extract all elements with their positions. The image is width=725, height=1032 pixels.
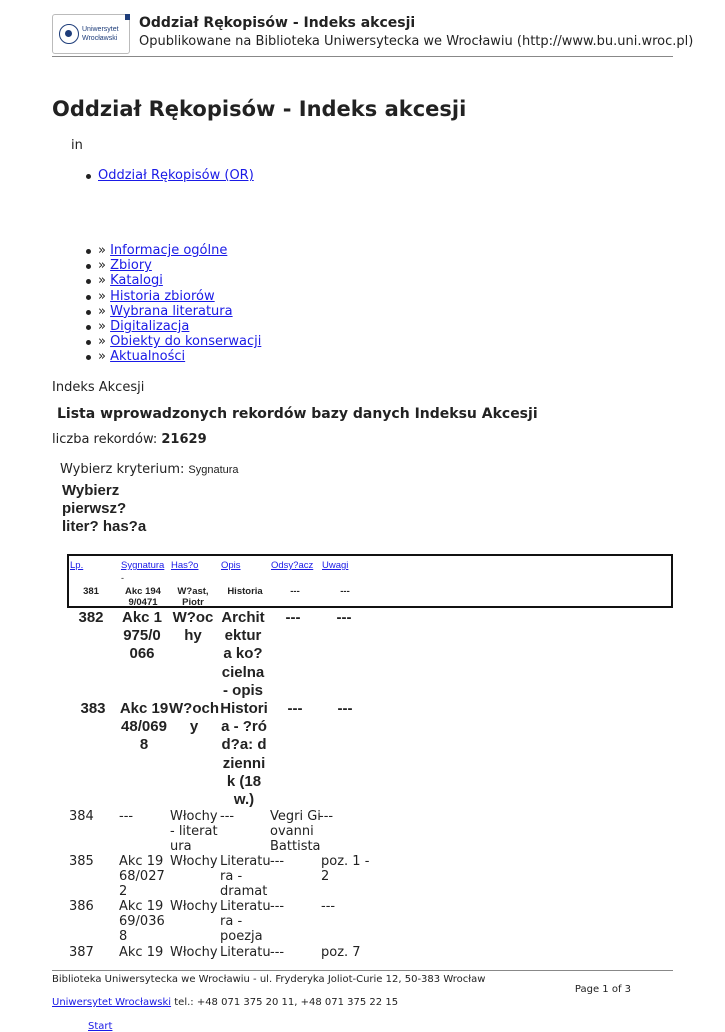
table-cell: poz. 7 <box>321 945 361 960</box>
table-cell: --- <box>337 700 353 717</box>
menu-prefix: » <box>98 243 111 258</box>
menu-item <box>98 258 261 273</box>
menu-item <box>98 334 261 349</box>
menu-prefix: » <box>98 288 111 304</box>
university-seal-icon <box>59 24 79 44</box>
table-cell: Literatu ra - poezja <box>220 899 271 945</box>
table-cell: W?och y <box>169 700 219 736</box>
col-header-haslo[interactable]: Has?o <box>171 560 199 571</box>
page-title: Oddział Rękopisów - Indeks akcesji <box>52 97 467 121</box>
table-cell: poz. 1 - 2 <box>321 854 370 885</box>
table-cell: --- <box>285 609 301 626</box>
criterion-select[interactable]: Sygnatura <box>188 464 239 476</box>
menu-link-informacje[interactable]: Informacje ogólne <box>110 243 228 258</box>
menu-link-aktualnosci[interactable]: Aktualności <box>110 349 186 365</box>
index-label: Indeks Akcesji <box>52 380 145 395</box>
table-cell: 381 <box>83 586 99 597</box>
table-cell: Włochy <box>170 945 218 960</box>
table-cell: Akc 194 9/0471 <box>125 586 161 608</box>
table-cell: --- <box>220 809 235 824</box>
page-header <box>52 14 694 57</box>
table-cell: --- <box>340 586 350 597</box>
menu-prefix: » <box>98 334 111 350</box>
category-item <box>98 168 254 183</box>
page-number: Page 1 of 3 <box>574 984 631 995</box>
table-cell: 385 <box>69 854 94 869</box>
record-count <box>52 432 207 447</box>
table-cell: Akc 19 69/036 8 <box>119 899 165 945</box>
table-cell: Literatu <box>220 945 271 960</box>
university-link[interactable]: Uniwersytet Wrocławski <box>52 997 172 1008</box>
in-label: in <box>71 138 83 153</box>
menu-item <box>98 349 261 364</box>
menu-item <box>98 243 261 258</box>
criterion-row <box>60 462 239 477</box>
table-cell: Włochy - literat ura <box>170 809 218 855</box>
table-cell: Vegri Gi ovanni Battista <box>270 809 321 855</box>
table-cell: 382 <box>78 609 104 626</box>
logo-line2: Wrocławski <box>82 35 118 42</box>
table-cell: --- <box>290 586 300 597</box>
menu-prefix: » <box>98 273 111 289</box>
table-cell: --- <box>270 899 285 914</box>
category-link[interactable]: Oddział Rękopisów (OR) <box>98 168 254 183</box>
table-cell: Historia <box>227 586 263 597</box>
table-cell: W?ast, Piotr <box>177 586 209 608</box>
footer-contact <box>52 997 398 1008</box>
table-cell: Akc 1 975/0 066 <box>121 609 163 663</box>
menu-link-historia[interactable]: Historia zbiorów <box>110 288 215 304</box>
table-cell: --- <box>119 809 134 824</box>
menu-item <box>98 289 261 304</box>
menu-prefix: » <box>98 349 111 365</box>
table-cell: Włochy <box>170 854 218 869</box>
table-cell: --- <box>336 609 352 626</box>
logo-corner-mark <box>125 14 130 20</box>
university-logo <box>52 14 130 54</box>
menu-item <box>98 319 261 334</box>
table-cell: Archit ektur a ko? cielna - opis <box>221 609 265 699</box>
section-menu <box>98 243 261 365</box>
menu-link-zbiory[interactable]: Zbiory <box>110 258 152 274</box>
table-cell: --- <box>287 700 303 717</box>
footer-start-link[interactable]: Start <box>88 1021 113 1032</box>
table-cell: Literatu ra - dramat <box>220 854 271 900</box>
footer-tel: tel.: +48 071 375 20 11, +48 071 375 22 15 <box>171 997 399 1008</box>
col-header-opis[interactable]: Opis <box>221 560 241 571</box>
menu-link-katalogi[interactable]: Katalogi <box>110 273 163 289</box>
category-list <box>98 168 254 183</box>
menu-prefix: » <box>98 319 111 335</box>
menu-link-digitalizacja[interactable]: Digitalizacja <box>110 319 190 335</box>
col-header-uwagi[interactable]: Uwagi <box>322 560 349 571</box>
table-cell: 387 <box>69 945 94 960</box>
header-subtitle: Opublikowane na Biblioteka Uniwersytecka we Wrocławiu (http://www.bu.uni.wroc.pl) <box>139 34 694 49</box>
menu-item <box>98 273 261 288</box>
table-cell: 386 <box>69 899 94 914</box>
menu-prefix: » <box>98 258 111 274</box>
criterion-label: Wybierz kryterium: <box>60 462 185 477</box>
menu-link-konserwacja[interactable]: Obiekty do konserwacji <box>110 334 262 350</box>
table-cell: --- <box>270 854 285 869</box>
list-title: Lista wprowadzonych rekordów bazy danych Indeksu Akcesji <box>57 406 538 422</box>
menu-prefix: » <box>98 303 111 319</box>
table-cell: Włochy <box>170 899 218 914</box>
table-cell: W?oc hy <box>172 609 214 645</box>
table-cell: Akc 19 68/027 2 <box>119 854 165 900</box>
record-count-value: 21629 <box>161 432 207 447</box>
record-count-label: liczba rekordów: <box>52 432 162 447</box>
letter-prompt: Wybierz pierwsz? liter? has?a <box>62 482 147 535</box>
col-header-sygnatura[interactable]: Sygnatura <box>121 560 165 571</box>
menu-link-literatura[interactable]: Wybrana literatura <box>110 303 233 319</box>
table-cell: Histori a - ?ró d?a: d zienni k (18 w.) <box>220 700 268 809</box>
header-title: Oddział Rękopisów - Indeks akcesji <box>139 15 416 31</box>
col-header-odsylacz[interactable]: Odsy?acz <box>271 560 314 571</box>
table-cell: --- <box>321 899 336 914</box>
page-footer <box>52 970 673 1032</box>
header-dash: - <box>121 573 124 583</box>
menu-item <box>98 304 261 319</box>
table-cell: 384 <box>69 809 94 824</box>
table-cell: --- <box>319 809 334 824</box>
col-header-lp[interactable]: Lp. <box>70 560 84 571</box>
footer-address: Biblioteka Uniwersytecka we Wrocławiu - ul. Fryderyka Joliot-Curie 12, 50-383 Wrocław <box>52 974 486 985</box>
records-table <box>67 554 673 608</box>
table-cell: --- <box>270 945 285 960</box>
table-cell: 383 <box>80 700 106 717</box>
table-cell: Akc 19 48/069 8 <box>119 700 169 754</box>
table-cell: Akc 19 <box>119 945 164 960</box>
logo-line1: Uniwersytet <box>82 26 119 33</box>
